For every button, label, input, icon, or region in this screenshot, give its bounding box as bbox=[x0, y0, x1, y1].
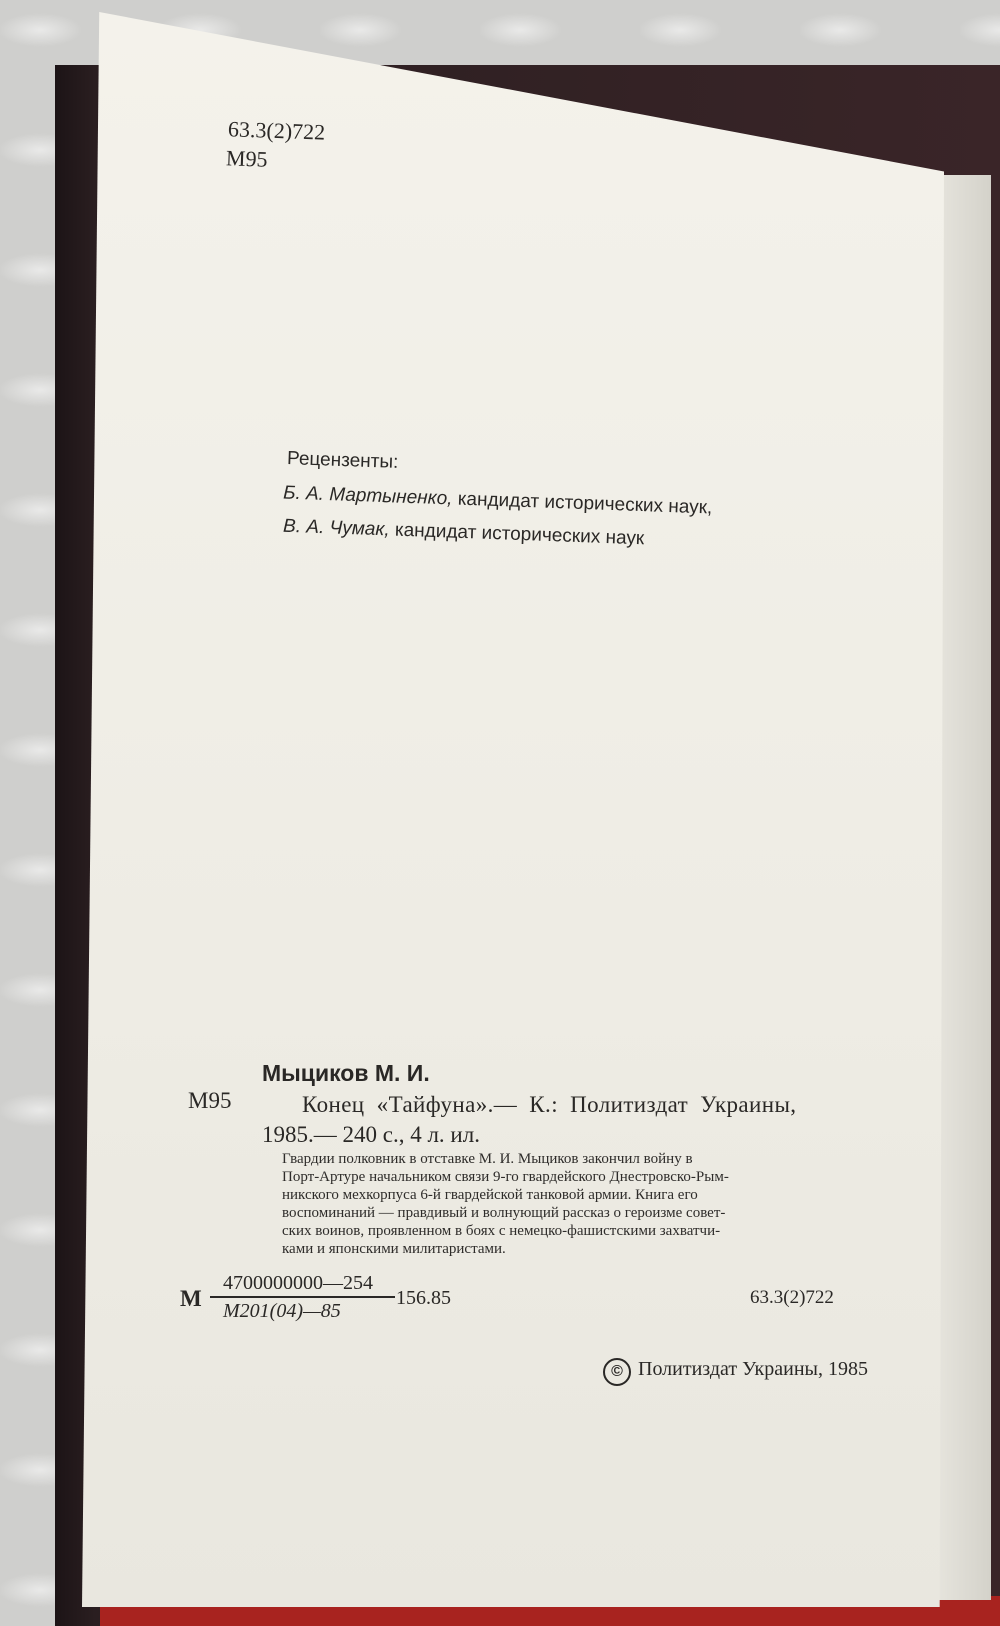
reviewers-heading: Рецензенты: bbox=[286, 448, 399, 473]
description-line: никского мехкорпуса 6-й гвардейской танковой армии. Книга его bbox=[282, 1187, 698, 1203]
index-letter: М bbox=[180, 1286, 202, 1311]
description-line: Гвардии полковник в отставке М. И. Мыциков закончил войну в bbox=[282, 1151, 693, 1167]
index-denominator: М201(04)—85 bbox=[223, 1300, 341, 1322]
bibliography-description bbox=[282, 1150, 922, 1258]
description-line: ских воинов, проявленном в боях с немецко-фашистскими захватчи- bbox=[282, 1223, 721, 1239]
reviewer-title: кандидат исторических наук bbox=[394, 519, 645, 550]
copyright-icon: © bbox=[603, 1358, 631, 1386]
bibliography-title: Конец «Тайфуна».— К.: Политиздат Украины, bbox=[302, 1092, 797, 1117]
index-udc: 63.3(2)722 bbox=[750, 1287, 834, 1308]
classification-code: 63.3(2)722 bbox=[227, 116, 326, 145]
reviewer-name: Б. А. Мартыненко, bbox=[282, 482, 453, 510]
classification-author-mark: М95 bbox=[225, 145, 269, 172]
bibliography-author-mark: М95 bbox=[188, 1088, 232, 1113]
reviewer-title: кандидат исторических наук, bbox=[457, 488, 713, 519]
description-line: ками и японскими милитаристами. bbox=[282, 1241, 506, 1257]
bibliography-publication: 1985.— 240 с., 4 л. ил. bbox=[262, 1122, 480, 1147]
copyright-text: Политиздат Украины, 1985 bbox=[638, 1358, 868, 1380]
fraction-bar bbox=[210, 1296, 395, 1298]
description-line: воспоминаний — правдивый и волнующий рассказ о героизме совет- bbox=[282, 1205, 726, 1221]
index-numerator: 4700000000—254 bbox=[223, 1272, 373, 1294]
index-after-fraction: 156.85 bbox=[396, 1287, 451, 1309]
description-line: Порт-Артуре начальником связи 9-го гвардейского Днестровско-Рым- bbox=[282, 1169, 729, 1185]
reviewer-name: В. А. Чумак, bbox=[282, 515, 391, 541]
bibliography-author: Мыциков М. И. bbox=[262, 1060, 430, 1086]
